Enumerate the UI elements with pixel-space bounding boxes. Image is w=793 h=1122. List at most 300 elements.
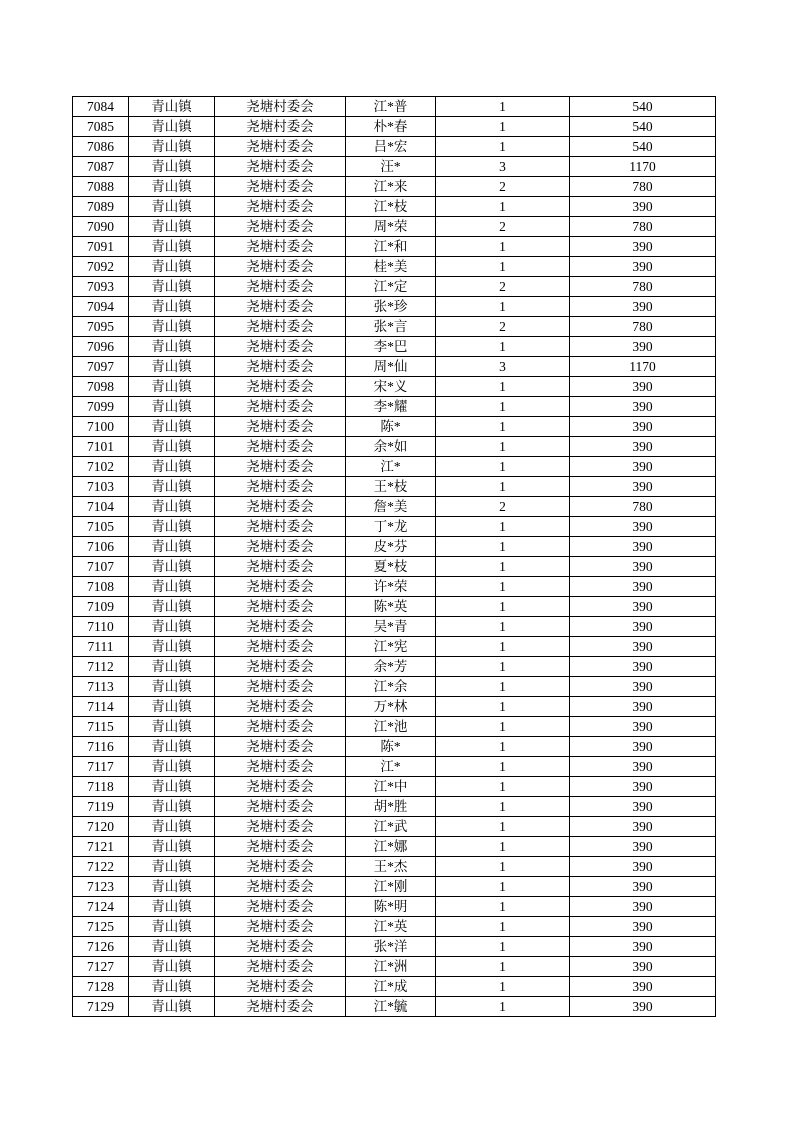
count-cell: 1 bbox=[436, 917, 570, 937]
amount-cell: 390 bbox=[570, 797, 716, 817]
row-number-cell: 7129 bbox=[73, 997, 129, 1017]
town-cell: 青山镇 bbox=[129, 197, 215, 217]
table-row bbox=[73, 977, 716, 997]
village-committee-cell: 尧塘村委会 bbox=[215, 557, 346, 577]
village-committee-cell: 尧塘村委会 bbox=[215, 117, 346, 137]
amount-cell: 390 bbox=[570, 637, 716, 657]
count-cell: 1 bbox=[436, 477, 570, 497]
village-committee-cell: 尧塘村委会 bbox=[215, 217, 346, 237]
name-cell: 万*林 bbox=[346, 697, 436, 717]
amount-cell: 1170 bbox=[570, 357, 716, 377]
town-cell: 青山镇 bbox=[129, 297, 215, 317]
amount-cell: 390 bbox=[570, 977, 716, 997]
town-cell: 青山镇 bbox=[129, 437, 215, 457]
name-cell: 朴*春 bbox=[346, 117, 436, 137]
table-row bbox=[73, 397, 716, 417]
table-row bbox=[73, 697, 716, 717]
town-cell: 青山镇 bbox=[129, 857, 215, 877]
name-cell: 江*成 bbox=[346, 977, 436, 997]
name-cell: 陈*明 bbox=[346, 897, 436, 917]
row-number-cell: 7110 bbox=[73, 617, 129, 637]
table-row bbox=[73, 657, 716, 677]
table-row bbox=[73, 737, 716, 757]
table-row bbox=[73, 837, 716, 857]
amount-cell: 390 bbox=[570, 577, 716, 597]
name-cell: 余*如 bbox=[346, 437, 436, 457]
name-cell: 陈*英 bbox=[346, 597, 436, 617]
row-number-cell: 7098 bbox=[73, 377, 129, 397]
table-row bbox=[73, 317, 716, 337]
name-cell: 吴*青 bbox=[346, 617, 436, 637]
town-cell: 青山镇 bbox=[129, 177, 215, 197]
town-cell: 青山镇 bbox=[129, 157, 215, 177]
count-cell: 2 bbox=[436, 497, 570, 517]
village-committee-cell: 尧塘村委会 bbox=[215, 257, 346, 277]
count-cell: 1 bbox=[436, 737, 570, 757]
village-committee-cell: 尧塘村委会 bbox=[215, 917, 346, 937]
town-cell: 青山镇 bbox=[129, 517, 215, 537]
name-cell: 江* bbox=[346, 757, 436, 777]
count-cell: 1 bbox=[436, 137, 570, 157]
table-row bbox=[73, 617, 716, 637]
amount-cell: 390 bbox=[570, 837, 716, 857]
amount-cell: 390 bbox=[570, 737, 716, 757]
row-number-cell: 7099 bbox=[73, 397, 129, 417]
table-row bbox=[73, 137, 716, 157]
count-cell: 1 bbox=[436, 857, 570, 877]
town-cell: 青山镇 bbox=[129, 577, 215, 597]
town-cell: 青山镇 bbox=[129, 277, 215, 297]
town-cell: 青山镇 bbox=[129, 617, 215, 637]
amount-cell: 390 bbox=[570, 297, 716, 317]
count-cell: 2 bbox=[436, 277, 570, 297]
count-cell: 1 bbox=[436, 697, 570, 717]
row-number-cell: 7101 bbox=[73, 437, 129, 457]
village-committee-cell: 尧塘村委会 bbox=[215, 437, 346, 457]
table-row bbox=[73, 597, 716, 617]
amount-cell: 390 bbox=[570, 597, 716, 617]
name-cell: 张*珍 bbox=[346, 297, 436, 317]
row-number-cell: 7111 bbox=[73, 637, 129, 657]
count-cell: 1 bbox=[436, 997, 570, 1017]
row-number-cell: 7102 bbox=[73, 457, 129, 477]
count-cell: 1 bbox=[436, 597, 570, 617]
count-cell: 1 bbox=[436, 837, 570, 857]
village-committee-cell: 尧塘村委会 bbox=[215, 637, 346, 657]
row-number-cell: 7094 bbox=[73, 297, 129, 317]
village-committee-cell: 尧塘村委会 bbox=[215, 317, 346, 337]
count-cell: 1 bbox=[436, 717, 570, 737]
town-cell: 青山镇 bbox=[129, 417, 215, 437]
amount-cell: 780 bbox=[570, 277, 716, 297]
name-cell: 皮*芬 bbox=[346, 537, 436, 557]
row-number-cell: 7128 bbox=[73, 977, 129, 997]
table-row bbox=[73, 297, 716, 317]
row-number-cell: 7118 bbox=[73, 777, 129, 797]
row-number-cell: 7096 bbox=[73, 337, 129, 357]
town-cell: 青山镇 bbox=[129, 937, 215, 957]
amount-cell: 540 bbox=[570, 137, 716, 157]
town-cell: 青山镇 bbox=[129, 497, 215, 517]
count-cell: 2 bbox=[436, 217, 570, 237]
table-row bbox=[73, 157, 716, 177]
count-cell: 1 bbox=[436, 197, 570, 217]
table-row bbox=[73, 437, 716, 457]
town-cell: 青山镇 bbox=[129, 477, 215, 497]
village-committee-cell: 尧塘村委会 bbox=[215, 697, 346, 717]
count-cell: 1 bbox=[436, 757, 570, 777]
name-cell: 江*来 bbox=[346, 177, 436, 197]
village-committee-cell: 尧塘村委会 bbox=[215, 497, 346, 517]
village-committee-cell: 尧塘村委会 bbox=[215, 857, 346, 877]
village-committee-cell: 尧塘村委会 bbox=[215, 237, 346, 257]
count-cell: 1 bbox=[436, 677, 570, 697]
count-cell: 1 bbox=[436, 237, 570, 257]
village-committee-cell: 尧塘村委会 bbox=[215, 517, 346, 537]
amount-cell: 1170 bbox=[570, 157, 716, 177]
name-cell: 许*荣 bbox=[346, 577, 436, 597]
table-row bbox=[73, 417, 716, 437]
amount-cell: 390 bbox=[570, 717, 716, 737]
count-cell: 1 bbox=[436, 557, 570, 577]
name-cell: 江* bbox=[346, 457, 436, 477]
name-cell: 张*洋 bbox=[346, 937, 436, 957]
table-row bbox=[73, 477, 716, 497]
row-number-cell: 7105 bbox=[73, 517, 129, 537]
amount-cell: 540 bbox=[570, 97, 716, 117]
amount-cell: 390 bbox=[570, 857, 716, 877]
row-number-cell: 7097 bbox=[73, 357, 129, 377]
row-number-cell: 7092 bbox=[73, 257, 129, 277]
name-cell: 江*池 bbox=[346, 717, 436, 737]
name-cell: 江*余 bbox=[346, 677, 436, 697]
amount-cell: 390 bbox=[570, 877, 716, 897]
town-cell: 青山镇 bbox=[129, 957, 215, 977]
row-number-cell: 7106 bbox=[73, 537, 129, 557]
town-cell: 青山镇 bbox=[129, 397, 215, 417]
village-committee-cell: 尧塘村委会 bbox=[215, 137, 346, 157]
row-number-cell: 7120 bbox=[73, 817, 129, 837]
name-cell: 詹*美 bbox=[346, 497, 436, 517]
count-cell: 1 bbox=[436, 977, 570, 997]
amount-cell: 390 bbox=[570, 957, 716, 977]
row-number-cell: 7127 bbox=[73, 957, 129, 977]
table-row bbox=[73, 177, 716, 197]
table-row bbox=[73, 937, 716, 957]
village-committee-cell: 尧塘村委会 bbox=[215, 977, 346, 997]
count-cell: 1 bbox=[436, 937, 570, 957]
amount-cell: 390 bbox=[570, 237, 716, 257]
town-cell: 青山镇 bbox=[129, 97, 215, 117]
village-committee-cell: 尧塘村委会 bbox=[215, 357, 346, 377]
village-committee-cell: 尧塘村委会 bbox=[215, 157, 346, 177]
table-row bbox=[73, 997, 716, 1017]
count-cell: 1 bbox=[436, 437, 570, 457]
town-cell: 青山镇 bbox=[129, 537, 215, 557]
count-cell: 1 bbox=[436, 617, 570, 637]
name-cell: 丁*龙 bbox=[346, 517, 436, 537]
table-row bbox=[73, 557, 716, 577]
row-number-cell: 7093 bbox=[73, 277, 129, 297]
amount-cell: 390 bbox=[570, 757, 716, 777]
village-committee-cell: 尧塘村委会 bbox=[215, 417, 346, 437]
table-row bbox=[73, 217, 716, 237]
town-cell: 青山镇 bbox=[129, 777, 215, 797]
town-cell: 青山镇 bbox=[129, 137, 215, 157]
table-row bbox=[73, 257, 716, 277]
town-cell: 青山镇 bbox=[129, 657, 215, 677]
amount-cell: 390 bbox=[570, 657, 716, 677]
village-committee-cell: 尧塘村委会 bbox=[215, 677, 346, 697]
table-row bbox=[73, 117, 716, 137]
village-committee-cell: 尧塘村委会 bbox=[215, 797, 346, 817]
village-committee-cell: 尧塘村委会 bbox=[215, 177, 346, 197]
table-row bbox=[73, 897, 716, 917]
village-committee-cell: 尧塘村委会 bbox=[215, 597, 346, 617]
name-cell: 周*仙 bbox=[346, 357, 436, 377]
amount-cell: 390 bbox=[570, 557, 716, 577]
count-cell: 1 bbox=[436, 797, 570, 817]
amount-cell: 390 bbox=[570, 417, 716, 437]
row-number-cell: 7104 bbox=[73, 497, 129, 517]
town-cell: 青山镇 bbox=[129, 237, 215, 257]
village-committee-cell: 尧塘村委会 bbox=[215, 377, 346, 397]
row-number-cell: 7085 bbox=[73, 117, 129, 137]
village-committee-cell: 尧塘村委会 bbox=[215, 817, 346, 837]
name-cell: 江*中 bbox=[346, 777, 436, 797]
town-cell: 青山镇 bbox=[129, 997, 215, 1017]
amount-cell: 390 bbox=[570, 997, 716, 1017]
village-committee-cell: 尧塘村委会 bbox=[215, 757, 346, 777]
amount-cell: 390 bbox=[570, 457, 716, 477]
name-cell: 胡*胜 bbox=[346, 797, 436, 817]
town-cell: 青山镇 bbox=[129, 257, 215, 277]
village-committee-cell: 尧塘村委会 bbox=[215, 657, 346, 677]
count-cell: 1 bbox=[436, 297, 570, 317]
name-cell: 江*普 bbox=[346, 97, 436, 117]
name-cell: 陈* bbox=[346, 737, 436, 757]
row-number-cell: 7108 bbox=[73, 577, 129, 597]
amount-cell: 390 bbox=[570, 697, 716, 717]
count-cell: 1 bbox=[436, 517, 570, 537]
row-number-cell: 7115 bbox=[73, 717, 129, 737]
name-cell: 周*荣 bbox=[346, 217, 436, 237]
town-cell: 青山镇 bbox=[129, 757, 215, 777]
table-row bbox=[73, 197, 716, 217]
village-committee-cell: 尧塘村委会 bbox=[215, 897, 346, 917]
village-committee-cell: 尧塘村委会 bbox=[215, 97, 346, 117]
amount-cell: 780 bbox=[570, 497, 716, 517]
table-row bbox=[73, 717, 716, 737]
amount-cell: 390 bbox=[570, 397, 716, 417]
count-cell: 1 bbox=[436, 457, 570, 477]
amount-cell: 390 bbox=[570, 477, 716, 497]
row-number-cell: 7125 bbox=[73, 917, 129, 937]
count-cell: 1 bbox=[436, 537, 570, 557]
table-row bbox=[73, 637, 716, 657]
row-number-cell: 7088 bbox=[73, 177, 129, 197]
table-row bbox=[73, 497, 716, 517]
village-committee-cell: 尧塘村委会 bbox=[215, 777, 346, 797]
name-cell: 江*刚 bbox=[346, 877, 436, 897]
name-cell: 夏*枝 bbox=[346, 557, 436, 577]
amount-cell: 390 bbox=[570, 677, 716, 697]
name-cell: 吕*宏 bbox=[346, 137, 436, 157]
table-row bbox=[73, 337, 716, 357]
town-cell: 青山镇 bbox=[129, 977, 215, 997]
town-cell: 青山镇 bbox=[129, 837, 215, 857]
town-cell: 青山镇 bbox=[129, 217, 215, 237]
count-cell: 2 bbox=[436, 177, 570, 197]
count-cell: 2 bbox=[436, 317, 570, 337]
name-cell: 王*枝 bbox=[346, 477, 436, 497]
count-cell: 1 bbox=[436, 257, 570, 277]
row-number-cell: 7095 bbox=[73, 317, 129, 337]
row-number-cell: 7109 bbox=[73, 597, 129, 617]
town-cell: 青山镇 bbox=[129, 557, 215, 577]
table-row bbox=[73, 277, 716, 297]
row-number-cell: 7086 bbox=[73, 137, 129, 157]
row-number-cell: 7090 bbox=[73, 217, 129, 237]
amount-cell: 780 bbox=[570, 317, 716, 337]
town-cell: 青山镇 bbox=[129, 637, 215, 657]
name-cell: 江*定 bbox=[346, 277, 436, 297]
name-cell: 江*洲 bbox=[346, 957, 436, 977]
row-number-cell: 7091 bbox=[73, 237, 129, 257]
town-cell: 青山镇 bbox=[129, 457, 215, 477]
name-cell: 桂*美 bbox=[346, 257, 436, 277]
table-row bbox=[73, 917, 716, 937]
village-committee-cell: 尧塘村委会 bbox=[215, 617, 346, 637]
count-cell: 1 bbox=[436, 377, 570, 397]
table-row bbox=[73, 577, 716, 597]
table-row bbox=[73, 677, 716, 697]
town-cell: 青山镇 bbox=[129, 677, 215, 697]
count-cell: 1 bbox=[436, 897, 570, 917]
table-row bbox=[73, 797, 716, 817]
town-cell: 青山镇 bbox=[129, 877, 215, 897]
amount-cell: 390 bbox=[570, 917, 716, 937]
name-cell: 江*毓 bbox=[346, 997, 436, 1017]
amount-cell: 390 bbox=[570, 377, 716, 397]
name-cell: 江*枝 bbox=[346, 197, 436, 217]
row-number-cell: 7117 bbox=[73, 757, 129, 777]
row-number-cell: 7089 bbox=[73, 197, 129, 217]
amount-cell: 390 bbox=[570, 817, 716, 837]
count-cell: 1 bbox=[436, 97, 570, 117]
row-number-cell: 7116 bbox=[73, 737, 129, 757]
row-number-cell: 7119 bbox=[73, 797, 129, 817]
amount-cell: 780 bbox=[570, 217, 716, 237]
row-number-cell: 7126 bbox=[73, 937, 129, 957]
village-committee-cell: 尧塘村委会 bbox=[215, 737, 346, 757]
town-cell: 青山镇 bbox=[129, 817, 215, 837]
village-committee-cell: 尧塘村委会 bbox=[215, 397, 346, 417]
amount-cell: 390 bbox=[570, 777, 716, 797]
row-number-cell: 7121 bbox=[73, 837, 129, 857]
table-row bbox=[73, 537, 716, 557]
town-cell: 青山镇 bbox=[129, 377, 215, 397]
count-cell: 3 bbox=[436, 157, 570, 177]
row-number-cell: 7107 bbox=[73, 557, 129, 577]
count-cell: 1 bbox=[436, 817, 570, 837]
name-cell: 宋*义 bbox=[346, 377, 436, 397]
village-committee-cell: 尧塘村委会 bbox=[215, 477, 346, 497]
name-cell: 余*芳 bbox=[346, 657, 436, 677]
town-cell: 青山镇 bbox=[129, 337, 215, 357]
name-cell: 张*言 bbox=[346, 317, 436, 337]
village-committee-cell: 尧塘村委会 bbox=[215, 837, 346, 857]
count-cell: 1 bbox=[436, 577, 570, 597]
row-number-cell: 7087 bbox=[73, 157, 129, 177]
amount-cell: 540 bbox=[570, 117, 716, 137]
amount-cell: 390 bbox=[570, 617, 716, 637]
town-cell: 青山镇 bbox=[129, 897, 215, 917]
village-committee-cell: 尧塘村委会 bbox=[215, 957, 346, 977]
village-committee-cell: 尧塘村委会 bbox=[215, 997, 346, 1017]
count-cell: 3 bbox=[436, 357, 570, 377]
row-number-cell: 7122 bbox=[73, 857, 129, 877]
village-committee-cell: 尧塘村委会 bbox=[215, 577, 346, 597]
table-row bbox=[73, 357, 716, 377]
amount-cell: 390 bbox=[570, 437, 716, 457]
count-cell: 1 bbox=[436, 657, 570, 677]
village-committee-cell: 尧塘村委会 bbox=[215, 937, 346, 957]
name-cell: 江*宪 bbox=[346, 637, 436, 657]
table-row bbox=[73, 97, 716, 117]
name-cell: 江*娜 bbox=[346, 837, 436, 857]
count-cell: 1 bbox=[436, 637, 570, 657]
village-committee-cell: 尧塘村委会 bbox=[215, 197, 346, 217]
name-cell: 李*巴 bbox=[346, 337, 436, 357]
town-cell: 青山镇 bbox=[129, 917, 215, 937]
roster-table bbox=[72, 96, 716, 1017]
amount-cell: 390 bbox=[570, 517, 716, 537]
count-cell: 1 bbox=[436, 957, 570, 977]
village-committee-cell: 尧塘村委会 bbox=[215, 297, 346, 317]
town-cell: 青山镇 bbox=[129, 357, 215, 377]
table-row bbox=[73, 877, 716, 897]
table-row bbox=[73, 857, 716, 877]
village-committee-cell: 尧塘村委会 bbox=[215, 717, 346, 737]
row-number-cell: 7113 bbox=[73, 677, 129, 697]
name-cell: 江*英 bbox=[346, 917, 436, 937]
town-cell: 青山镇 bbox=[129, 717, 215, 737]
town-cell: 青山镇 bbox=[129, 737, 215, 757]
village-committee-cell: 尧塘村委会 bbox=[215, 457, 346, 477]
amount-cell: 390 bbox=[570, 537, 716, 557]
row-number-cell: 7084 bbox=[73, 97, 129, 117]
amount-cell: 390 bbox=[570, 257, 716, 277]
row-number-cell: 7103 bbox=[73, 477, 129, 497]
count-cell: 1 bbox=[436, 117, 570, 137]
row-number-cell: 7114 bbox=[73, 697, 129, 717]
amount-cell: 390 bbox=[570, 937, 716, 957]
roster-table-body bbox=[73, 97, 716, 1017]
row-number-cell: 7123 bbox=[73, 877, 129, 897]
table-row bbox=[73, 817, 716, 837]
village-committee-cell: 尧塘村委会 bbox=[215, 537, 346, 557]
town-cell: 青山镇 bbox=[129, 117, 215, 137]
amount-cell: 780 bbox=[570, 177, 716, 197]
table-row bbox=[73, 757, 716, 777]
count-cell: 1 bbox=[436, 397, 570, 417]
name-cell: 江*武 bbox=[346, 817, 436, 837]
count-cell: 1 bbox=[436, 417, 570, 437]
table-row bbox=[73, 377, 716, 397]
village-committee-cell: 尧塘村委会 bbox=[215, 277, 346, 297]
village-committee-cell: 尧塘村委会 bbox=[215, 877, 346, 897]
